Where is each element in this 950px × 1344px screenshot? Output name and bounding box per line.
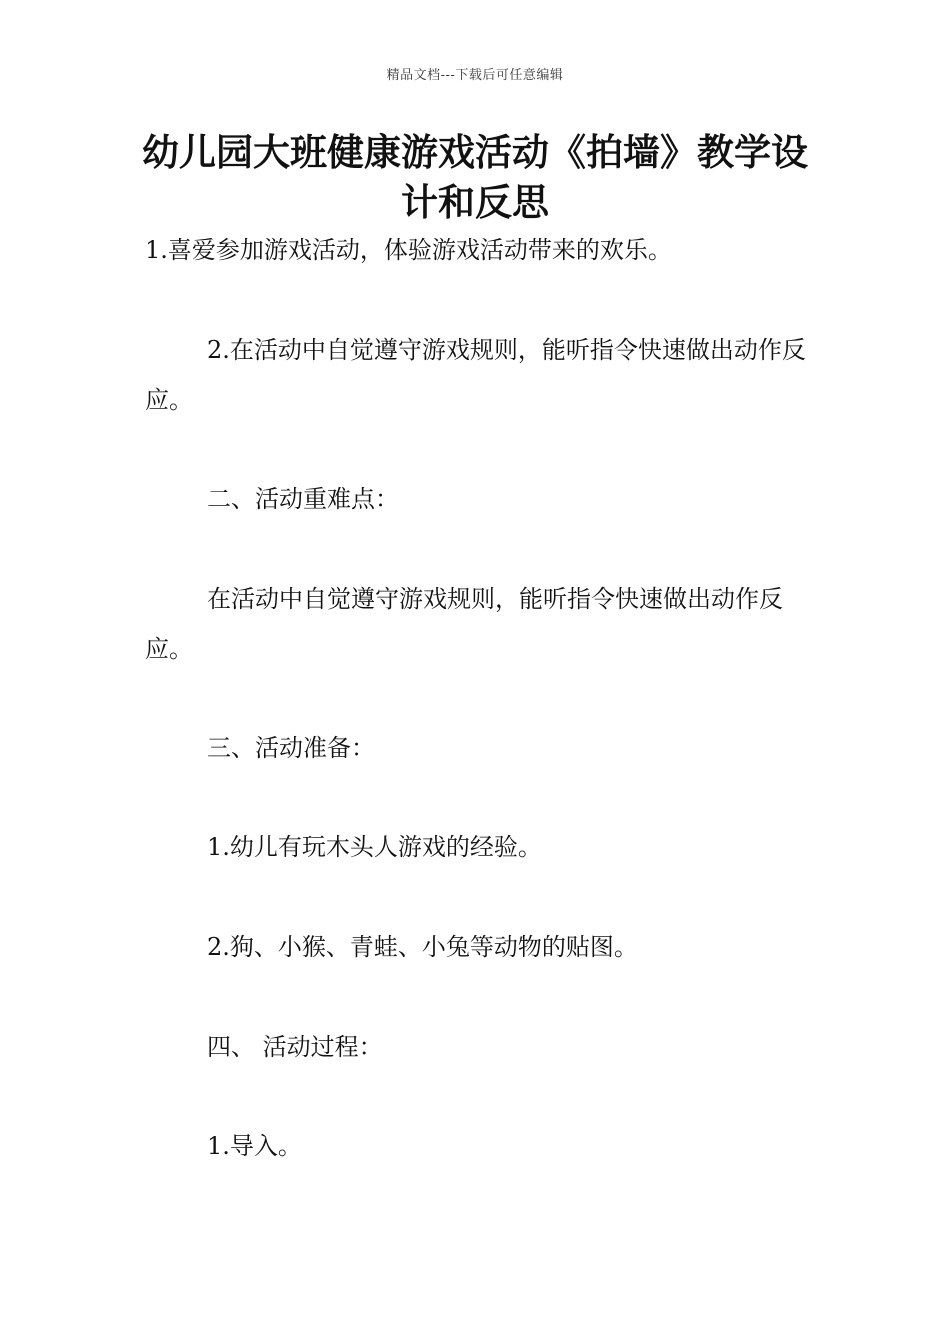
paragraph-key-points: 在活动中自觉遵守游戏规则，能听指令快速做出动作反应。 bbox=[145, 585, 783, 663]
paragraph-objective-1: 1.喜爱参加游戏活动，体验游戏活动带来的欢乐。 bbox=[145, 236, 672, 264]
paragraph-preparation-1: 1.幼儿有玩木头人游戏的经验。 bbox=[207, 833, 542, 861]
section-heading-preparation: 三、活动准备： bbox=[207, 734, 375, 762]
document-title: 幼儿园大班健康游戏活动《拍墙》教学设计和反思 bbox=[142, 131, 808, 224]
paragraph-objective-2: 2.在活动中自觉遵守游戏规则，能听指令快速做出动作反应。 bbox=[145, 336, 806, 414]
paragraph-preparation-2: 2.狗、小猴、青蛙、小兔等动物的贴图。 bbox=[207, 933, 638, 961]
paragraph-process-1: 1.导入。 bbox=[207, 1132, 302, 1160]
section-heading-process: 四、 活动过程： bbox=[207, 1033, 383, 1061]
header-note: 精品文档---下载后可任意编辑 bbox=[386, 68, 564, 83]
section-heading-key-points: 二、活动重难点： bbox=[207, 485, 399, 513]
